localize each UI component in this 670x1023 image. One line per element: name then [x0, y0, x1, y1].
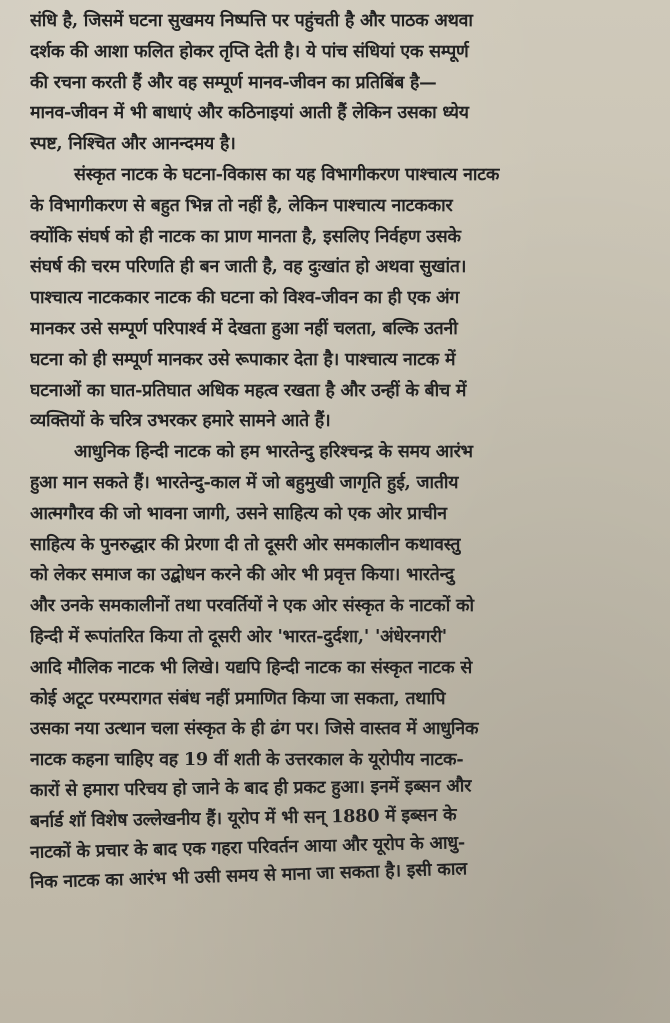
text-line-13: घटनाओं का घात-प्रतिघात अधिक महत्व रखता है और उन्हीं के बीच में: [30, 379, 467, 401]
text-line-20: और उनके समकालीनों तथा परवर्तियों ने एक ओर संस्कृत के नाटकों को: [30, 595, 474, 617]
text-line-8: क्योंकि संघर्ष को ही नाटक का प्राण मानता है, इसलिए निर्वहण उसके: [30, 225, 461, 247]
text-line-2: दर्शक की आशा फलित होकर तृप्ति देती है। ये पांच संधियां एक सम्पूर्ण: [30, 40, 469, 62]
text-line-14: व्यक्तियों के चरित्र उभरकर हमारे सामने आते हैं।: [30, 410, 331, 432]
text-line-9: संघर्ष की चरम परिणति ही बन जाती है, वह दुःखांत हो अथवा सुखांत।: [30, 256, 467, 278]
text-line-21: हिन्दी में रूपांतरित किया तो दूसरी ओर 'भारत-दुर्दशा,' 'अंधेरनगरी': [30, 625, 447, 647]
text-line-15: आधुनिक हिन्दी नाटक को हम भारतेन्दु हरिश्चन्द्र के समय आरंभ: [74, 441, 473, 463]
text-line-22: आदि मौलिक नाटक भी लिखे। यद्यपि हिन्दी नाटक का संस्कृत नाटक से: [30, 656, 473, 678]
text-line-17: आत्मगौरव की जो भावना जागी, उसने साहित्य को एक ओर प्राचीन: [30, 502, 447, 524]
text-line-18: साहित्य के पुनरुद्धार की प्रेरणा दी तो दूसरी ओर समकालीन कथावस्तु: [30, 533, 461, 555]
text-line-12: घटना को ही सम्पूर्ण मानकर उसे रूपाकार देता है। पाश्चात्य नाटक में: [30, 348, 456, 370]
text-line-24: उसका नया उत्थान चला संस्कृत के ही ढंग पर। जिसे वास्तव में आधुनिक: [30, 718, 479, 740]
text-line-11: मानकर उसे सम्पूर्ण परिपार्श्व में देखता हुआ नहीं चलता, बल्कि उतनी: [30, 317, 458, 339]
text-line-25: नाटक कहना चाहिए वह 19 वीं शती के उत्तरकाल के यूरोपीय नाटक-: [30, 749, 464, 771]
text-line-16: हुआ मान सकते हैं। भारतेन्दु-काल में जो बहुमुखी जागृति हुई, जातीय: [30, 471, 459, 493]
text-line-5: स्पष्ट, निश्चित और आनन्दमय है।: [30, 133, 236, 155]
text-line-4: मानव-जीवन में भी बाधाएं और कठिनाइयां आती हैं लेकिन उसका ध्येय: [30, 102, 469, 124]
text-line-19: को लेकर समाज का उद्बोधन करने की ओर भी प्रवृत्त किया। भारतेन्दु: [30, 564, 455, 586]
text-line-1: संधि है, जिसमें घटना सुखमय निष्पत्ति पर पहुंचती है और पाठक अथवा: [30, 10, 473, 31]
text-line-10: पाश्चात्य नाटककार नाटक की घटना को विश्व-जीवन का ही एक अंग: [30, 287, 460, 309]
text-line-7: के विभागीकरण से बहुत भिन्न तो नहीं है, लेकिन पाश्चात्य नाटककार: [30, 194, 453, 216]
text-line-29: निक नाटक का आरंभ भी उसी समय से माना जा सकता है। इसी काल: [29, 858, 468, 894]
text-line-26: कारों से हमारा परिचय हो जाने के बाद ही प्रकट हुआ। इनमें इब्सन और: [29, 775, 472, 801]
text-line-23: कोई अटूट परम्परागत संबंध नहीं प्रमाणित किया जा सकता, तथापि: [30, 687, 446, 709]
text-line-28: नाटकों के प्रचार के बाद एक गहरा परिवर्तन आया और यूरोप के आधु-: [29, 831, 466, 863]
text-line-3: की रचना करती हैं और वह सम्पूर्ण मानव-जीवन का प्रतिबिंब है—: [30, 71, 437, 93]
hindi-text-body: [30, 6, 648, 899]
text-line-27: बर्नार्ड शॉ विशेष उल्लेखनीय हैं। यूरोप में भी सन् 1880 में इब्सन के: [29, 804, 457, 832]
text-line-6: संस्कृत नाटक के घटना-विकास का यह विभागीकरण पाश्चात्य नाटक: [74, 163, 500, 185]
